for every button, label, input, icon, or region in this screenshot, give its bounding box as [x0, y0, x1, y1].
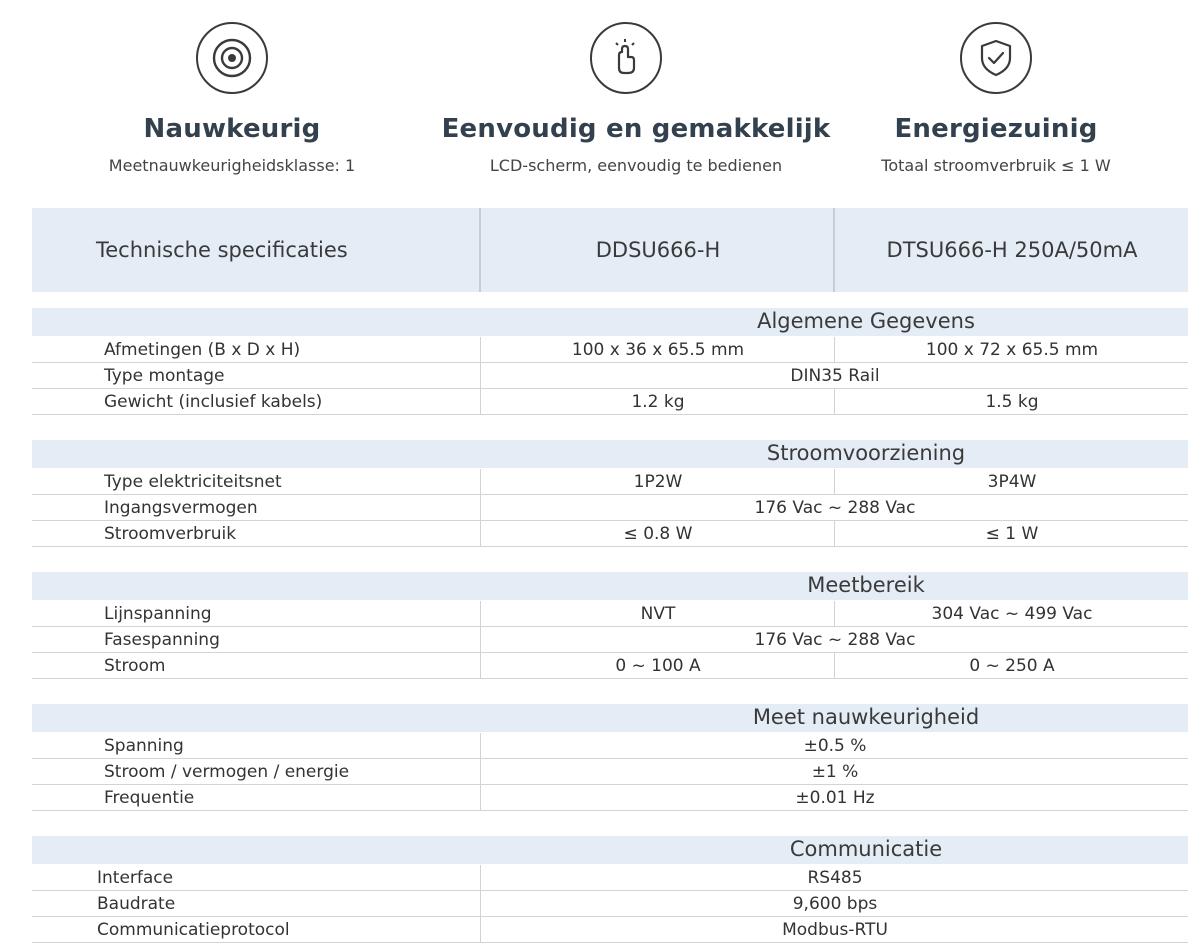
feature-title: Eenvoudig en gemakkelijk	[441, 114, 831, 144]
table-header	[32, 208, 1188, 292]
row-value-shared: ±0.01 Hz	[795, 788, 875, 808]
cell-divider	[480, 653, 481, 679]
row-value-dtsu: 0 ~ 250 A	[969, 656, 1055, 676]
row-value-shared: DIN35 Rail	[790, 366, 880, 386]
table-row	[32, 627, 1188, 653]
header-divider	[833, 208, 835, 292]
row-label: Gewicht (inclusief kabels)	[104, 392, 323, 412]
table-row	[32, 653, 1188, 679]
row-value-shared: RS485	[807, 868, 863, 888]
row-label: Fasespanning	[104, 630, 220, 650]
table-row	[32, 759, 1188, 785]
cell-divider	[480, 521, 481, 547]
section-title: Stroomvoorziening	[766, 441, 966, 465]
tap-hand-icon	[590, 22, 662, 94]
cell-divider	[834, 389, 835, 415]
table-row	[32, 363, 1188, 389]
table-row	[32, 337, 1188, 363]
section-title: Meet nauwkeurigheid	[752, 705, 980, 729]
row-value-dtsu: 100 x 72 x 65.5 mm	[925, 340, 1099, 360]
row-value-dtsu: 304 Vac ~ 499 Vac	[931, 604, 1093, 624]
row-label: Baudrate	[97, 894, 176, 914]
cell-divider	[480, 865, 481, 891]
header-spec-label: Technische specificaties	[96, 238, 348, 262]
row-value-ddsu: 0 ~ 100 A	[615, 656, 701, 676]
table-row	[32, 389, 1188, 415]
cell-divider	[480, 891, 481, 917]
row-value-ddsu: NVT	[640, 604, 676, 624]
row-label: Interface	[97, 868, 174, 888]
row-value-dtsu: 1.5 kg	[985, 392, 1039, 412]
cell-divider	[480, 495, 481, 521]
row-label: Afmetingen (B x D x H)	[104, 340, 301, 360]
cell-divider	[834, 521, 835, 547]
row-label: Frequentie	[104, 788, 195, 808]
cell-divider	[480, 389, 481, 415]
row-label: Type elektriciteitsnet	[104, 472, 282, 492]
cell-divider	[834, 653, 835, 679]
row-value-shared: 176 Vac ~ 288 Vac	[754, 630, 916, 650]
row-label: Spanning	[104, 736, 184, 756]
cell-divider	[480, 337, 481, 363]
row-value-shared: ±0.5 %	[803, 736, 867, 756]
cell-divider	[834, 337, 835, 363]
cell-divider	[480, 733, 481, 759]
row-value-shared: 176 Vac ~ 288 Vac	[754, 498, 916, 518]
row-value-ddsu: 1P2W	[633, 472, 683, 492]
cell-divider	[480, 601, 481, 627]
cell-divider	[834, 601, 835, 627]
section-title: Meetbereik	[807, 573, 925, 597]
row-label: Communicatieprotocol	[97, 920, 290, 940]
cell-divider	[480, 785, 481, 811]
table-row	[32, 601, 1188, 627]
table-row	[32, 521, 1188, 547]
table-row	[32, 733, 1188, 759]
row-value-dtsu: ≤ 1 W	[985, 524, 1039, 544]
header-ddsu666: DDSU666-H	[595, 238, 721, 262]
cell-divider	[834, 469, 835, 495]
feature-subtitle: LCD-scherm, eenvoudig te bedienen	[489, 156, 783, 175]
header-dtsu666: DTSU666-H 250A/50mA	[886, 238, 1138, 262]
table-row	[32, 785, 1188, 811]
row-label: Ingangsvermogen	[104, 498, 258, 518]
feature-title: Energiezuinig	[894, 114, 1098, 144]
row-value-shared: Modbus-RTU	[782, 920, 888, 940]
feature-highlights	[0, 0, 1200, 200]
table-row	[32, 865, 1188, 891]
section-header	[32, 440, 1188, 468]
cell-divider	[480, 917, 481, 943]
table-row	[32, 469, 1188, 495]
row-value-shared: 9,600 bps	[792, 894, 878, 914]
cell-divider	[480, 469, 481, 495]
feature-subtitle: Totaal stroomverbruik ≤ 1 W	[881, 156, 1111, 175]
row-label: Stroomverbruik	[104, 524, 237, 544]
shield-check-icon	[960, 22, 1032, 94]
table-row	[32, 891, 1188, 917]
section-header	[32, 572, 1188, 600]
row-label: Stroom	[104, 656, 166, 676]
row-value-dtsu: 3P4W	[987, 472, 1037, 492]
row-value-ddsu: 1.2 kg	[631, 392, 685, 412]
feature-title: Nauwkeurig	[143, 114, 321, 144]
row-value-ddsu: ≤ 0.8 W	[623, 524, 693, 544]
cell-divider	[480, 627, 481, 653]
row-value-shared: ±1 %	[811, 762, 859, 782]
target-icon	[196, 22, 268, 94]
section-header	[32, 836, 1188, 864]
table-row	[32, 917, 1188, 943]
cell-divider	[480, 759, 481, 785]
row-value-ddsu: 100 x 36 x 65.5 mm	[571, 340, 745, 360]
cell-divider	[480, 363, 481, 389]
section-title: Algemene Gegevens	[757, 309, 975, 333]
row-label: Lijnspanning	[104, 604, 212, 624]
section-title: Communicatie	[789, 837, 943, 861]
row-label: Type montage	[104, 366, 225, 386]
header-divider	[479, 208, 481, 292]
row-label: Stroom / vermogen / energie	[104, 762, 350, 782]
section-header	[32, 308, 1188, 336]
table-row	[32, 495, 1188, 521]
feature-subtitle: Meetnauwkeurigheidsklasse: 1	[108, 156, 356, 175]
section-header	[32, 704, 1188, 732]
